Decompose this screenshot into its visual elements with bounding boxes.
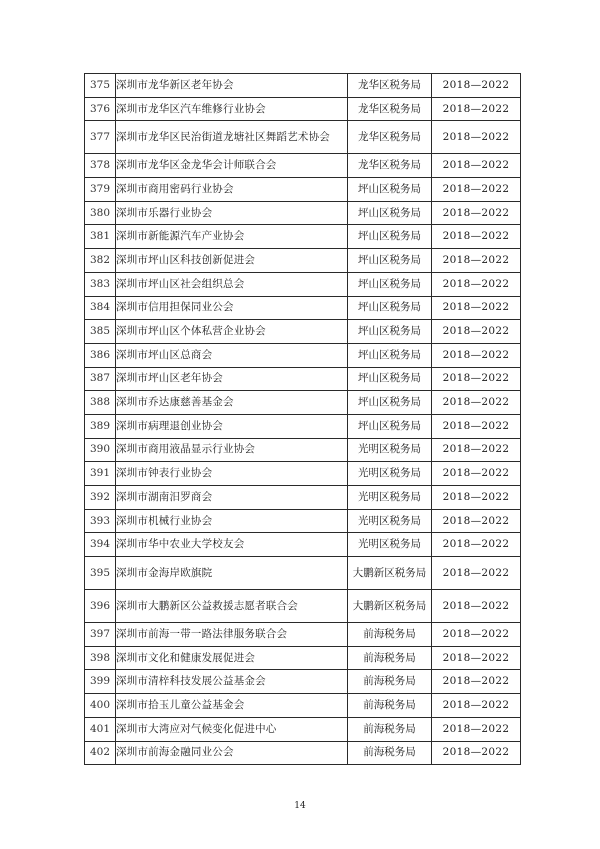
organization-name: 深圳市拾玉儿童公益基金会: [116, 694, 348, 718]
row-number: 391: [85, 462, 116, 486]
tax-bureau: 坪山区税务局: [348, 272, 432, 296]
tax-bureau: 坪山区税务局: [348, 367, 432, 391]
organization-name: 深圳市龙华区金龙华会计师联合会: [116, 154, 348, 178]
table-row: [85, 343, 521, 367]
tax-bureau: 坪山区税务局: [348, 320, 432, 344]
validity-period: 2018—2022: [432, 249, 521, 273]
tax-bureau: 光明区税务局: [348, 533, 432, 557]
organization-name: 深圳市乐器行业协会: [116, 201, 348, 225]
row-number: 388: [85, 391, 116, 415]
validity-period: 2018—2022: [432, 623, 521, 647]
validity-period: 2018—2022: [432, 533, 521, 557]
table-row: [85, 225, 521, 249]
row-number: 386: [85, 343, 116, 367]
row-number: 384: [85, 296, 116, 320]
tax-bureau: 坪山区税务局: [348, 343, 432, 367]
row-number: 392: [85, 486, 116, 510]
validity-period: 2018—2022: [432, 414, 521, 438]
tax-bureau: 大鹏新区税务局: [348, 557, 432, 590]
validity-period: 2018—2022: [432, 367, 521, 391]
validity-period: 2018—2022: [432, 391, 521, 415]
table-row: [85, 717, 521, 741]
table-row: [85, 486, 521, 510]
table-row: [85, 462, 521, 486]
organization-name: 深圳市大鹏新区公益救援志愿者联合会: [116, 590, 348, 623]
row-number: 377: [85, 121, 116, 154]
table-row: [85, 320, 521, 344]
tax-bureau: 龙华区税务局: [348, 154, 432, 178]
tax-bureau: 前海税务局: [348, 623, 432, 647]
row-number: 389: [85, 414, 116, 438]
validity-period: 2018—2022: [432, 741, 521, 765]
organization-name: 深圳市商用密码行业协会: [116, 178, 348, 202]
tax-bureau: 大鹏新区税务局: [348, 590, 432, 623]
table-row: [85, 391, 521, 415]
row-number: 382: [85, 249, 116, 273]
validity-period: 2018—2022: [432, 97, 521, 121]
validity-period: 2018—2022: [432, 121, 521, 154]
row-number: 397: [85, 623, 116, 647]
tax-bureau: 龙华区税务局: [348, 121, 432, 154]
validity-period: 2018—2022: [432, 438, 521, 462]
validity-period: 2018—2022: [432, 201, 521, 225]
table-row: [85, 557, 521, 590]
tax-bureau: 龙华区税务局: [348, 74, 432, 98]
organization-name: 深圳市病理退创业协会: [116, 414, 348, 438]
row-number: 396: [85, 590, 116, 623]
tax-bureau: 前海税务局: [348, 646, 432, 670]
row-number: 385: [85, 320, 116, 344]
table-row: [85, 646, 521, 670]
tax-bureau: 坪山区税务局: [348, 414, 432, 438]
validity-period: 2018—2022: [432, 509, 521, 533]
organization-name: 深圳市湖南汨罗商会: [116, 486, 348, 510]
table-row: [85, 414, 521, 438]
organization-name: 深圳市坪山区个体私营企业协会: [116, 320, 348, 344]
validity-period: 2018—2022: [432, 343, 521, 367]
validity-period: 2018—2022: [432, 154, 521, 178]
table-row: [85, 154, 521, 178]
tax-bureau: 前海税务局: [348, 694, 432, 718]
organization-name: 深圳市前海一带一路法律服务联合会: [116, 623, 348, 647]
row-number: 376: [85, 97, 116, 121]
validity-period: 2018—2022: [432, 646, 521, 670]
row-number: 381: [85, 225, 116, 249]
organization-name: 深圳市坪山区老年协会: [116, 367, 348, 391]
validity-period: 2018—2022: [432, 557, 521, 590]
table-row: [85, 249, 521, 273]
organization-name: 深圳市文化和健康发展促进会: [116, 646, 348, 670]
validity-period: 2018—2022: [432, 462, 521, 486]
row-number: 379: [85, 178, 116, 202]
organization-name: 深圳市大湾应对气候变化促进中心: [116, 717, 348, 741]
table-row: [85, 178, 521, 202]
row-number: 394: [85, 533, 116, 557]
table-row: [85, 670, 521, 694]
organization-table: [84, 73, 521, 765]
table-row: [85, 272, 521, 296]
tax-bureau: 前海税务局: [348, 717, 432, 741]
tax-bureau: 光明区税务局: [348, 486, 432, 510]
tax-bureau: 坪山区税务局: [348, 391, 432, 415]
table-row: [85, 438, 521, 462]
validity-period: 2018—2022: [432, 74, 521, 98]
organization-name: 深圳市坪山区社会组织总会: [116, 272, 348, 296]
organization-name: 深圳市清梓科技发展公益基金会: [116, 670, 348, 694]
row-number: 399: [85, 670, 116, 694]
row-number: 387: [85, 367, 116, 391]
organization-name: 深圳市新能源汽车产业协会: [116, 225, 348, 249]
row-number: 393: [85, 509, 116, 533]
row-number: 398: [85, 646, 116, 670]
organization-name: 深圳市信用担保同业公会: [116, 296, 348, 320]
organization-name: 深圳市龙华区汽车维修行业协会: [116, 97, 348, 121]
tax-bureau: 坪山区税务局: [348, 249, 432, 273]
row-number: 383: [85, 272, 116, 296]
organization-name: 深圳市前海金融同业公会: [116, 741, 348, 765]
row-number: 402: [85, 741, 116, 765]
validity-period: 2018—2022: [432, 178, 521, 202]
row-number: 380: [85, 201, 116, 225]
table-row: [85, 509, 521, 533]
row-number: 390: [85, 438, 116, 462]
table-row: [85, 296, 521, 320]
tax-bureau: 前海税务局: [348, 670, 432, 694]
organization-name: 深圳市龙华区民治街道龙塘社区舞蹈艺术协会: [116, 121, 348, 154]
validity-period: 2018—2022: [432, 486, 521, 510]
table-row: [85, 590, 521, 623]
tax-bureau: 坪山区税务局: [348, 201, 432, 225]
tax-bureau: 坪山区税务局: [348, 225, 432, 249]
organization-name: 深圳市金海岸欧旗院: [116, 557, 348, 590]
organization-name: 深圳市龙华新区老年协会: [116, 74, 348, 98]
validity-period: 2018—2022: [432, 590, 521, 623]
table-row: [85, 623, 521, 647]
tax-bureau: 光明区税务局: [348, 509, 432, 533]
table-row: [85, 121, 521, 154]
tax-bureau: 坪山区税务局: [348, 178, 432, 202]
table-row: [85, 74, 521, 98]
organization-name: 深圳市机械行业协会: [116, 509, 348, 533]
table-row: [85, 741, 521, 765]
table-row: [85, 533, 521, 557]
organization-name: 深圳市钟表行业协会: [116, 462, 348, 486]
table-row: [85, 201, 521, 225]
tax-bureau: 光明区税务局: [348, 462, 432, 486]
tax-bureau: 光明区税务局: [348, 438, 432, 462]
tax-bureau: 坪山区税务局: [348, 296, 432, 320]
organization-name: 深圳市坪山区科技创新促进会: [116, 249, 348, 273]
validity-period: 2018—2022: [432, 717, 521, 741]
validity-period: 2018—2022: [432, 694, 521, 718]
table-body: [85, 74, 521, 765]
tax-bureau: 前海税务局: [348, 741, 432, 765]
organization-name: 深圳市商用液晶显示行业协会: [116, 438, 348, 462]
table-row: [85, 367, 521, 391]
page-number: 14: [294, 801, 306, 811]
row-number: 400: [85, 694, 116, 718]
validity-period: 2018—2022: [432, 320, 521, 344]
organization-name: 深圳市坪山区总商会: [116, 343, 348, 367]
validity-period: 2018—2022: [432, 272, 521, 296]
tax-bureau: 龙华区税务局: [348, 97, 432, 121]
row-number: 375: [85, 74, 116, 98]
organization-name: 深圳市乔达康慈善基金会: [116, 391, 348, 415]
table-row: [85, 694, 521, 718]
validity-period: 2018—2022: [432, 225, 521, 249]
validity-period: 2018—2022: [432, 670, 521, 694]
organization-name: 深圳市华中农业大学校友会: [116, 533, 348, 557]
validity-period: 2018—2022: [432, 296, 521, 320]
row-number: 395: [85, 557, 116, 590]
row-number: 378: [85, 154, 116, 178]
row-number: 401: [85, 717, 116, 741]
table-row: [85, 97, 521, 121]
